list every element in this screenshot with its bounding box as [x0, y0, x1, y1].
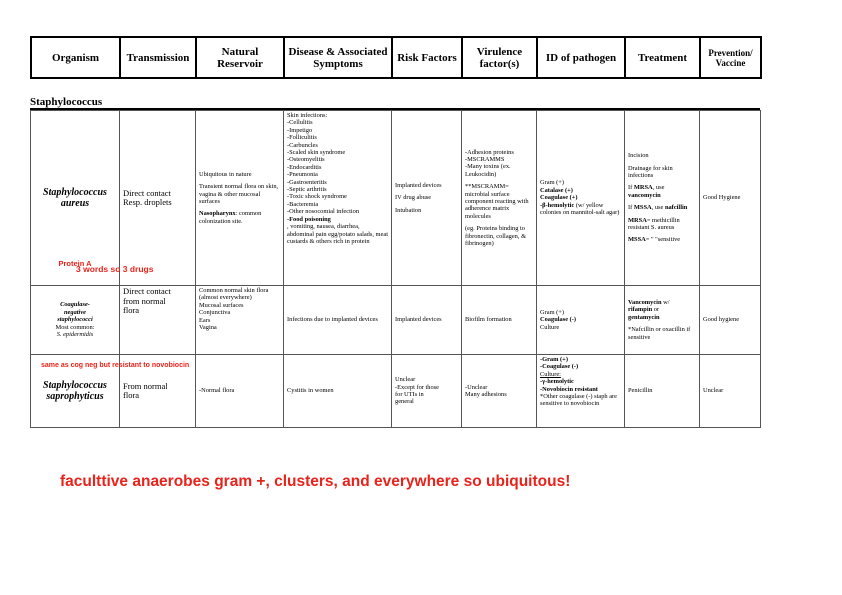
disease-line: -Scaled skin syndrome [287, 149, 346, 157]
table-row [31, 286, 761, 355]
disease-line: -Folliculitis [287, 134, 317, 142]
disease-line: Skin infections: [287, 112, 328, 119]
transmission-line: flora [123, 305, 140, 315]
treatment-text: Incision [628, 152, 649, 160]
disease-cell: Infections due to implanted devices [284, 286, 392, 355]
risk-text: Implanted devices [395, 181, 442, 189]
reservoir-text: Ubiquitous in nature [199, 170, 252, 178]
id-text: Culture [540, 323, 560, 331]
id-bold: -γ-hemolytic [540, 378, 574, 386]
reservoir-text: : common colonization site. [199, 210, 262, 225]
risk-text: general [395, 398, 414, 406]
virulence-cell: Biofilm formation [462, 286, 537, 355]
virulence-text: (eg. Proteins binding to fibronectin, collagen, & fibrinogen) [465, 225, 527, 248]
header-table [30, 36, 762, 79]
risk-cell [392, 111, 462, 286]
treatment-cell: Penicillin [625, 355, 700, 428]
header-organism: Organism [31, 37, 120, 78]
disease-line: -Septic arthritis [287, 186, 327, 194]
header-virulence: Virulence factor(s) [462, 37, 537, 78]
prevention-cell: Unclear [700, 355, 761, 428]
transmission-cell [120, 286, 196, 355]
prevention-cell: Good Hygiene [700, 111, 761, 286]
transmission-line: Resp. droplets [123, 197, 172, 207]
reservoir-cell: -Normal flora [196, 355, 284, 428]
risk-text: Intubation [395, 206, 422, 214]
disease-line: -Pneumonia [287, 171, 318, 179]
id-bold: -Coagulase (-) [540, 363, 579, 371]
id-bold: Coagulase (-) [540, 316, 577, 324]
treatment-bold: MRSA [633, 184, 653, 192]
disease-line: -Cellulitis [287, 119, 313, 127]
disease-line: -Osteomyelitis [287, 156, 325, 164]
section-title: Staphylococcus [30, 96, 103, 108]
treatment-cell [625, 111, 700, 286]
id-text: *Other coagulase (-) staph are sensitive to novobiocin [540, 393, 618, 408]
reservoir-text: Conjunctiva [199, 309, 231, 317]
virulence-cell [462, 355, 537, 428]
id-text: Gram (+) [540, 179, 565, 187]
treatment-cell [625, 286, 700, 355]
treatment-bold: MSSA [628, 236, 646, 244]
virulence-text: -Adhesion proteins [465, 148, 514, 156]
id-cell [537, 286, 625, 355]
disease-line: -Endocarditis [287, 163, 322, 171]
disease-line: -Other nosocomial infection [287, 208, 360, 216]
virulence-text: -Many toxins (ex. Leukocidin) [465, 163, 511, 178]
organism-cell [31, 111, 120, 286]
transmission-cell [120, 111, 196, 286]
organism-cell [31, 286, 120, 355]
reservoir-cell [196, 111, 284, 286]
treatment-text: *Nafcillin or oxacillin if sensitive [628, 326, 691, 341]
annotation-same-as: same as cog neg but resistant to novobiocin [41, 362, 190, 369]
annotation-bottom-note: faculttive anaerobes gram +, clusters, and everywhere so ubiquitous! [60, 473, 571, 490]
reservoir-text: Vagina [199, 324, 217, 332]
id-bold: Catalase (+) [540, 186, 573, 194]
virulence-text: -Unclear [465, 383, 488, 391]
header-disease: Disease & Associated Symptoms [284, 37, 392, 78]
virulence-cell [462, 111, 537, 286]
treatment-text: If [628, 204, 634, 212]
id-text: Gram (+) [540, 308, 565, 316]
organism-name: Staphylococcus aureus [43, 187, 107, 209]
transmission-line: flora [123, 390, 140, 400]
virulence-text: Many adhesions [465, 391, 507, 398]
header-prevention: Prevention/ Vaccine [700, 37, 761, 78]
id-text: Culture: [540, 370, 561, 378]
header-natural-reservoir: Natural Reservoir [196, 37, 284, 78]
id-bold: Coagulase (+) [540, 194, 578, 202]
treatment-text: = methicillin resistant S. aureus [628, 216, 680, 232]
treatment-text: w/ [661, 298, 670, 306]
treatment-drug: vancomycin [628, 191, 661, 199]
treatment-bold: MRSA [628, 216, 647, 224]
organism-name: negative [63, 308, 86, 316]
disease-bold: -Food poisoning [287, 215, 331, 223]
organism-name: Coagulase- [60, 301, 90, 309]
table-row [31, 111, 761, 286]
risk-text: IV drug abuse [395, 194, 432, 202]
reservoir-bold: Nasopharynx [199, 210, 236, 218]
reservoir-text: Transient normal flora on skin, vagina & other mucosal surfaces [199, 183, 279, 205]
transmission-line: Direct contact [123, 187, 171, 198]
reservoir-text: Common normal skin flora (almost everywhere) [199, 287, 269, 302]
disease-line: -Gastroenteritis [287, 178, 327, 186]
header-id-pathogen: ID of pathogen [537, 37, 625, 78]
reservoir-cell [196, 286, 284, 355]
id-cell [537, 355, 625, 428]
organism-name: staphylococci [57, 316, 93, 324]
organism-species: S. epidermidis [56, 331, 94, 339]
risk-text: -Except for those [395, 383, 440, 391]
reservoir-text: Mucosal surfaces [199, 301, 244, 309]
annotation-three-words: 3 words so 3 drugs [76, 264, 154, 274]
transmission-line: From normal [123, 380, 168, 391]
disease-cell [284, 111, 392, 286]
treatment-text: = " "sensitive [645, 236, 681, 244]
header-risk-factors: Risk Factors [392, 37, 462, 78]
treatment-text: Drainage for skin infections [628, 164, 673, 179]
disease-line: -Toxic shock syndrome [287, 193, 347, 201]
disease-line: -Carbuncles [287, 141, 318, 149]
treatment-bold: MSSA [633, 204, 652, 212]
risk-text: Unclear [395, 376, 416, 384]
disease-cell: Cystitis in women [284, 355, 392, 428]
virulence-text: **MSCRAMM= microbial surface component reacting with adherence matrix molecules [465, 183, 529, 220]
treatment-drug: rifampin [628, 306, 653, 314]
treatment-drug: nafcillin [664, 204, 688, 212]
id-bold: -Novobiocin resistant [540, 385, 598, 393]
organism-name: Staphylococcus saprophyticus [43, 380, 107, 402]
transmission-line: Direct contact [123, 286, 171, 296]
disease-text: , vomiting, nausea, diarrhea, abdominal pain egg/potato salads, meat custards & others rich in protein [287, 223, 388, 245]
id-cell [537, 111, 625, 286]
risk-text: for UTIs in [395, 391, 424, 398]
header-transmission: Transmission [120, 37, 196, 78]
reservoir-text: Ears [199, 316, 211, 324]
treatment-text: , use [652, 184, 665, 192]
disease-line: -Bacteremia [287, 200, 319, 208]
risk-cell: Implanted devices [392, 286, 462, 355]
id-bold: -β-hemolytic [540, 201, 575, 209]
prevention-cell: Good hygiene [700, 286, 761, 355]
virulence-text: -MSCRAMMS [465, 155, 505, 163]
risk-cell [392, 355, 462, 428]
transmission-line: from normal [123, 295, 166, 306]
treatment-text: If [628, 184, 634, 192]
treatment-text: , use [651, 204, 665, 212]
disease-line: -Impetigo [287, 126, 313, 134]
treatment-drug: Vancomycin [628, 298, 662, 306]
id-bold: -Gram (+) [540, 356, 568, 363]
annotation-protein-a: Protein A [58, 259, 92, 268]
header-treatment: Treatment [625, 37, 700, 78]
organism-common-label: Most common: [55, 323, 95, 331]
id-text: (w/ yellow colonies on mannitol-salt agar) [540, 201, 620, 217]
treatment-text: or [652, 306, 660, 314]
treatment-drug: gentamycin [628, 313, 660, 321]
